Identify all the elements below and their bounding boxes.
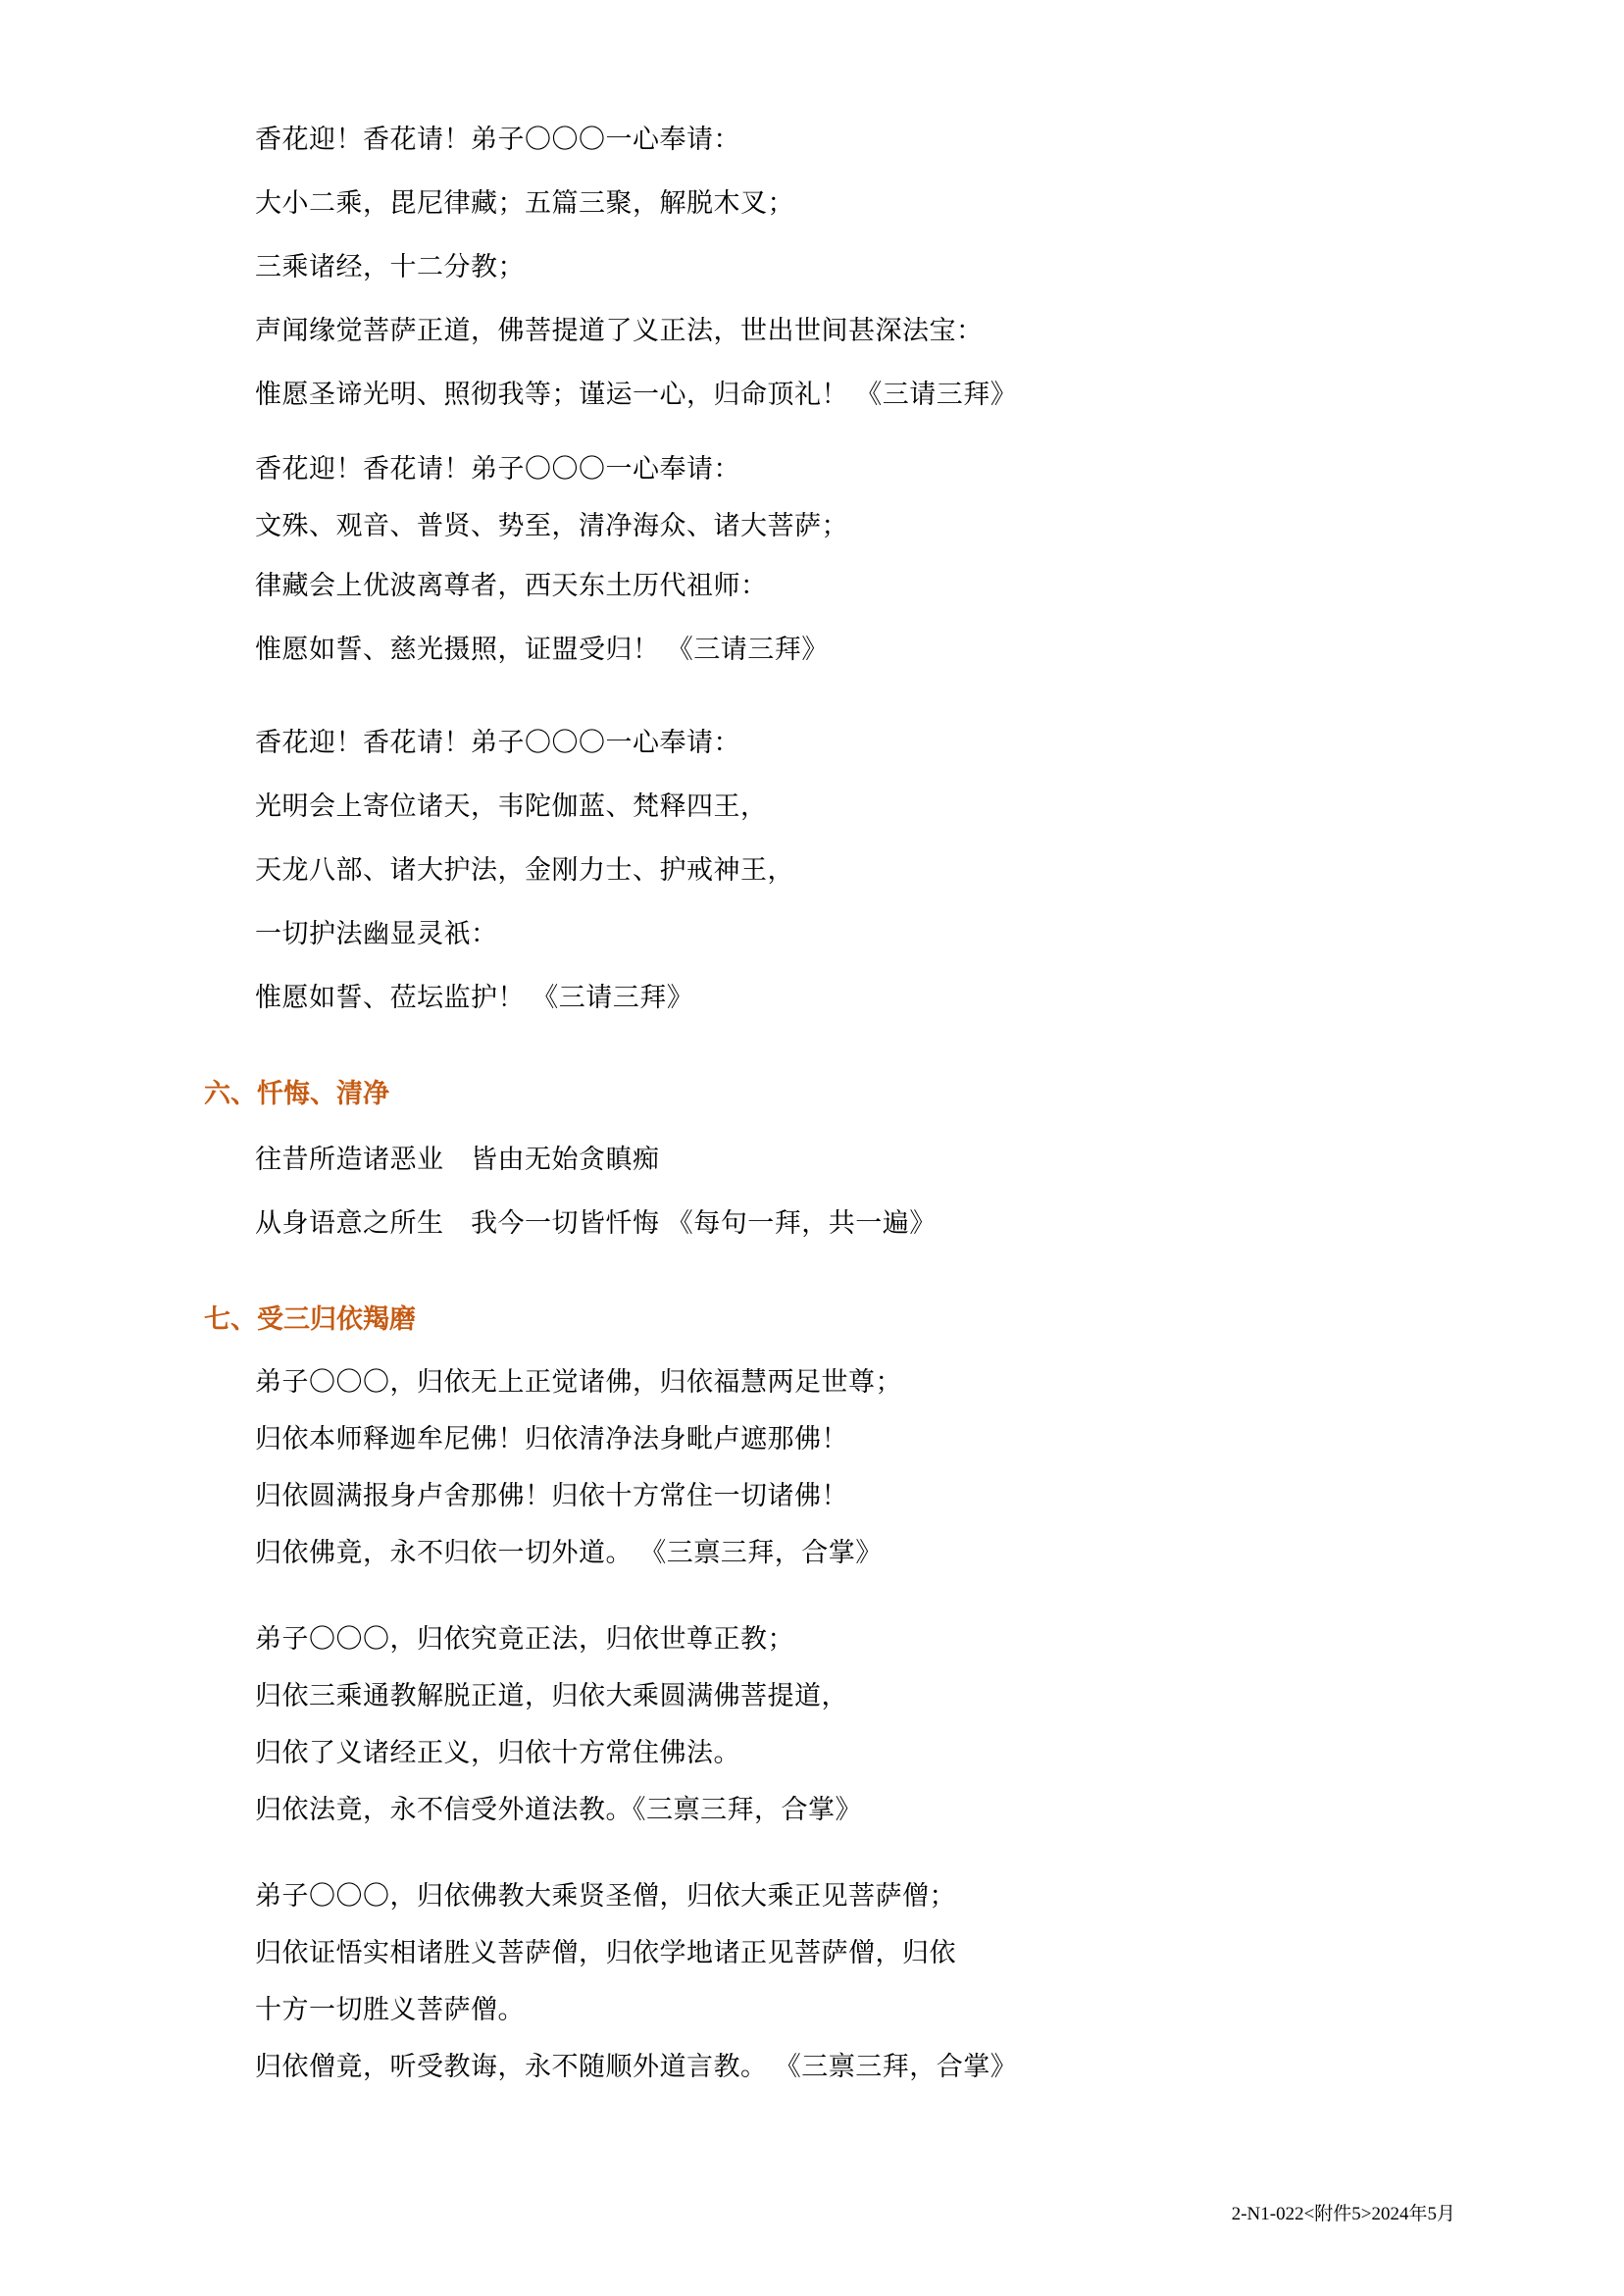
text-line: 归依僧竟，听受教诲，永不随顺外道言教。 《三禀三拜，合掌》: [255, 2052, 1018, 2081]
refuge-buddha-block: [167, 1353, 1457, 1581]
text-line: 天龙八部、诸大护法，金刚力士、护戒神王，: [255, 855, 794, 885]
text-line: 律藏会上优波离尊者，西天东土历代祖师：: [255, 571, 768, 600]
text-line: 一切护法幽显灵祇：: [255, 919, 498, 948]
spacer: [167, 1030, 1457, 1059]
invocation-block-2: [167, 440, 1457, 682]
section-heading-six: 六、忏悔、清净: [204, 1079, 389, 1108]
text-line: 大小二乘，毘尼律藏；五篇三聚，解脱木叉；: [255, 188, 794, 218]
section-heading-seven: 七、受三归依羯磨: [204, 1304, 416, 1334]
invocation-block-3: [167, 711, 1457, 1030]
text-line: 从身语意之所生 我今一切皆忏悔 《每句一拜，共一遍》: [255, 1208, 937, 1238]
text-line: 往昔所造诸恶业 皆由无始贪瞋痴: [255, 1145, 660, 1174]
text-line: 归依佛竟，永不归依一切外道。 《三禀三拜，合掌》: [255, 1538, 883, 1567]
text-line: 文殊、观音、普贤、势至，清净海众、诸大菩萨；: [255, 511, 848, 540]
text-line: 惟愿如誓、莅坛监护！ 《三请三拜》: [255, 983, 694, 1012]
text-line: 弟子〇〇〇，归依究竟正法，归依世尊正教；: [255, 1624, 794, 1654]
refuge-dharma-block: [167, 1610, 1457, 1838]
spacer: [167, 1581, 1457, 1610]
text-line: 弟子〇〇〇，归依佛教大乘贤圣僧，归依大乘正见菩萨僧；: [255, 1881, 956, 1911]
text-line: 惟愿如誓、慈光摄照，证盟受归！ 《三请三拜》: [255, 635, 829, 664]
text-line: 十方一切胜义菩萨僧。: [255, 1995, 525, 2024]
text-line: 光明会上寄位诸天，韦陀伽蓝、梵释四王，: [255, 791, 768, 821]
text-line: 归依法竟，永不信受外道法教。《三禀三拜，合掌》: [255, 1795, 862, 1824]
text-line: 归依证悟实相诸胜义菩萨僧，归依学地诸正见菩萨僧，归依: [255, 1938, 956, 1967]
invocation-block-1: [167, 108, 1457, 427]
section-six-body: [167, 1128, 1457, 1255]
text-line: 香花迎！香花请！弟子〇〇〇一心奉请：: [255, 728, 740, 757]
refuge-sangha-block: [167, 1867, 1457, 2095]
spacer: [167, 682, 1457, 711]
text-line: 香花迎！香花请！弟子〇〇〇一心奉请：: [255, 454, 740, 484]
text-line: 归依了义诸经正义，归依十方常住佛法。: [255, 1738, 740, 1767]
text-line: 归依圆满报身卢舍那佛！归依十方常住一切诸佛！: [255, 1481, 848, 1510]
text-line: 香花迎！香花请！弟子〇〇〇一心奉请：: [255, 125, 740, 154]
text-line: 声闻缘觉菩萨正道，佛菩提道了义正法，世出世间甚深法宝：: [255, 316, 984, 345]
page-footer: 2-N1-022<附件5>2024年5月: [1231, 2204, 1455, 2224]
text-line: 归依本师释迦牟尼佛！归依清净法身毗卢遮那佛！: [255, 1424, 848, 1454]
spacer: [167, 1255, 1457, 1285]
spacer: [167, 1838, 1457, 1867]
text-line: 归依三乘通教解脱正道，归依大乘圆满佛菩提道，: [255, 1681, 848, 1710]
text-line: 惟愿圣谛光明、照彻我等；谨运一心，归命顶礼！ 《三请三拜》: [255, 380, 1018, 409]
spacer: [167, 427, 1457, 440]
text-line: 弟子〇〇〇，归依无上正觉诸佛，归依福慧两足世尊；: [255, 1367, 902, 1397]
text-line: 三乘诸经，十二分教；: [255, 252, 525, 281]
